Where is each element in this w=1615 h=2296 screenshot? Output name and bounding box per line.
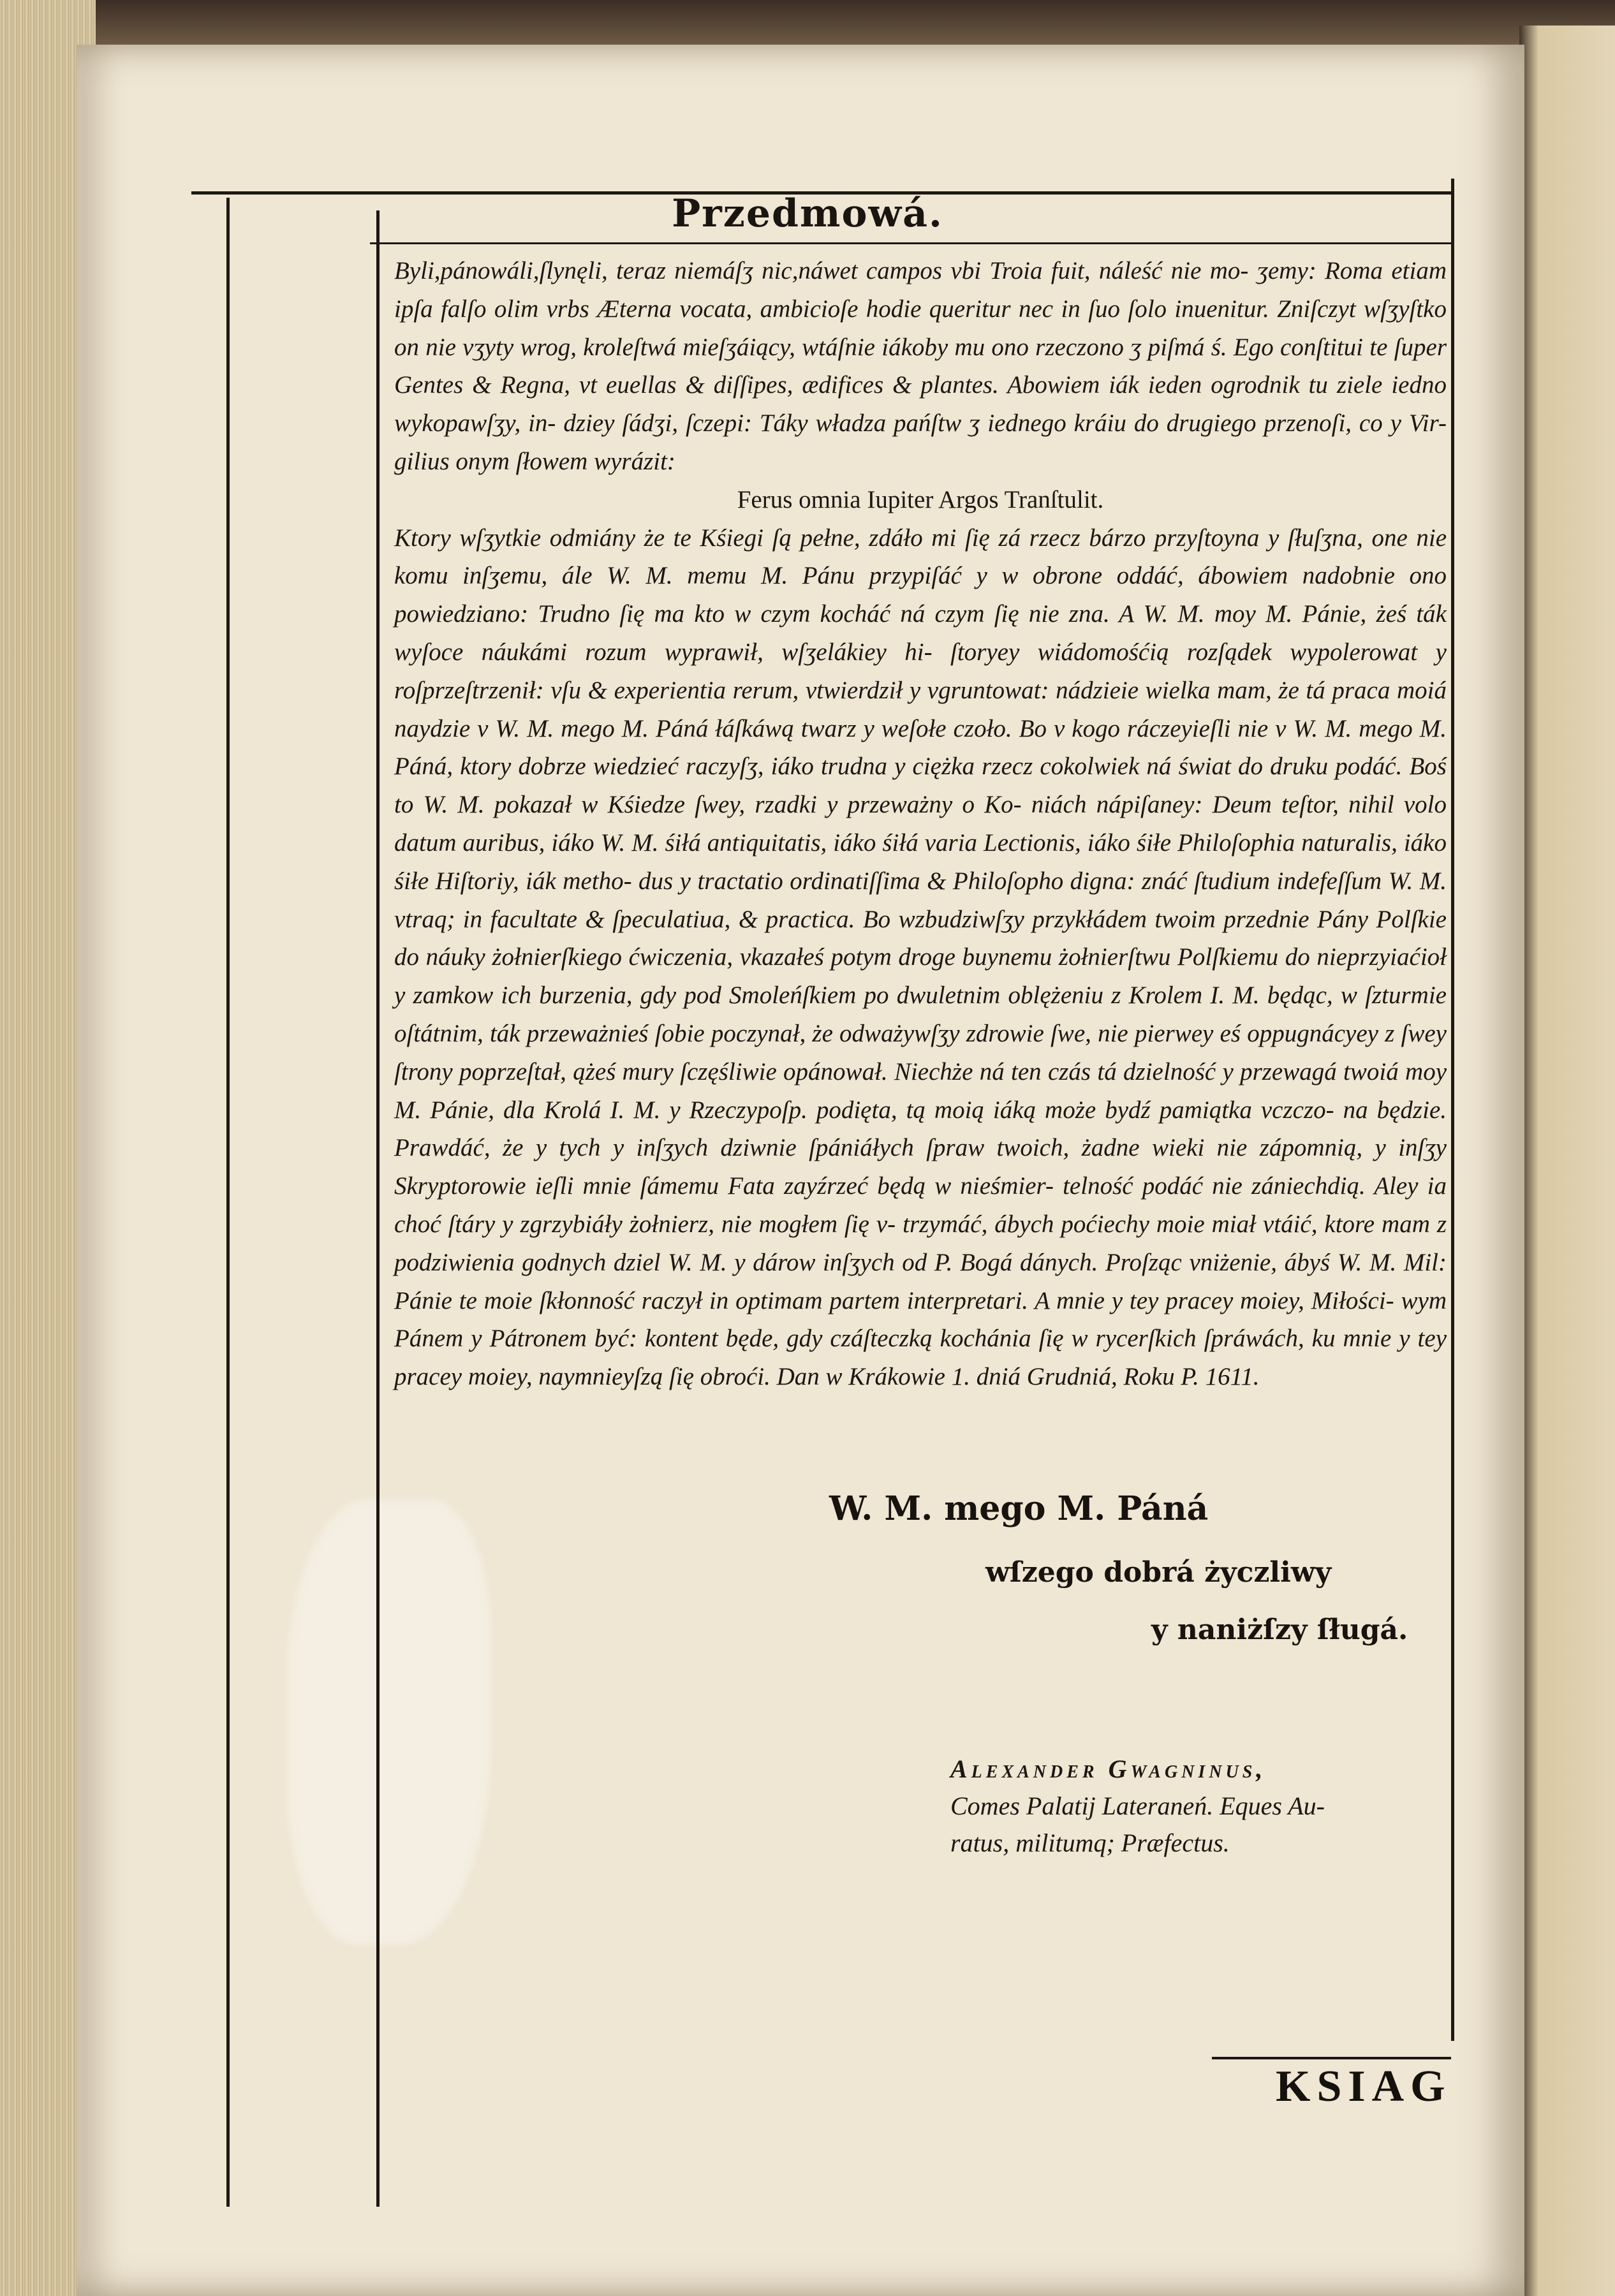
catchword: KSIAG: [1276, 2062, 1452, 2111]
frame-rule-left-inner: [376, 210, 380, 2207]
paragraph-opening: Byli,pánowáli,ſlynęli, teraz niemáſʒ nic,náwet campos vbi Troia fuit, náleść nie mo- ʒemy: Roma etiam ipſa falſo olim vrbs Æterna vocata, ambicioſe hodie queritur nec in ſuo ſolo inuenitur. Zniſczyt wſʒyſtko on nie vʒyty wrog, kroleſtwá mieſʒáiący, wtáſnie iákoby mu ono rzeczono ʒ piſmá ś. Ego conſtitui te ſuper Gentes & Regna, vt euellas & diſſipes, ædifices & plantes. Abowiem iák ieden ogrodnik tu ziele iedno wykopawſʒy, in- dziey ſádʒi, ſczepi: Táky władza pańſtw ʒ iednego kráiu do drugiego przenoſi, co y Vir- gilius onym ſłowem wyrázit:: [394, 257, 1447, 475]
preface-text: [394, 252, 1447, 1396]
page-header-title: Przedmowá.: [672, 191, 943, 236]
paragraph-main: Ktory wſʒytkie odmiány że te Kśiegi ſą pełne, zdáło mi ſię zá rzecz bárzo przyſtoyna y ſłuſʒna, one nie komu inſʒemu, ále W. M. memu M. Pánu przypiſáć y w obrone oddáć, ábowiem nadobnie ono powiedziano: Trudno ſię ma kto w czym kocháć ná czym ſię nie zna. A W. M. moy M. Pánie, żeś ták wyſoce náukámi rozum wyprawił, wſʒelákiey hi- ſtoryey wiádomośćią rozſądek wypolerowat y roſprzeſtrzenił: vſu & experientia rerum, vtwierdził y vgruntowat: nádzieie wielka mam, że tá praca moiá naydzie v W. M. mego M. Páná łáſkáwą twarz y weſołe czoło. Bo v kogo ráczeyieſli nie v W. M. mego M. Páná, ktory dobrze wiedzieć raczyſʒ, iáko trudna y ciężka rzecz cokolwiek ná świat do druku podáć. Boś to W. M. pokazał w Kśiedze ſwey, rzadki y przeważny o Ko- niách nápiſaney: Deum teſtor, nihil volo datum auribus, iáko W. M. śiłá antiquitatis, iáko śiłá varia Lectionis, iáko śiłe Philoſophia naturalis, iáko śiłe Hiſtoriy, iák metho- dus y tractatio ordinatiſſima & Philoſopho digna: znáć ſtudium indefeſſum W. M. vtraq; in facultate & ſpeculatiua, & practica. Bo wzbudziwſʒy przykłádem twoim przednie Pány Polſkie do náuky żołnierſkiego ćwiczenia, vkazałeś potym droge buynemu żołnierſtwu Polſkiemu do nieprzyiaćioł y zamkow ich burzenia, gdy pod Smoleńſkiem po dwuletnim oblężeniu z Krolem I. M. będąc, w ſzturmie oſtátnim, ták przeważnieś ſobie poczynał, że odważywſʒy zdrowie ſwe, nie pierwey eś oppugnácyey z ſwey ſtrony poprzeſtał, ążeś mury ſczęśliwie opánował. Niechże ná ten czás tá dzielność y przewagá twoiá moy M. Pánie, dla Krolá I. M. y Rzeczypoſp. podięta, tą moią iáką może bydź pamiątka vczczo- na będzie. Prawdáć, że y tych y inſʒych dziwnie ſpániáłych ſpraw twoich, żadne wieki nie zápomnią, y inſʒy Skryptorowie ieſli mnie ſámemu Fata zayźrzeć będą w nieśmier- telność podáć nie zániechdią. Aley ia choć ſtáry y zgrzybiáły żołnierz, nie mogłem ſię v- trzymáć, ábych poćiechy moie miał vtáić, ktore mam z podziwienia godnych dziel W. M. y dárow inſʒych od P. Bogá dánych. Proſząc vniżenie, ábyś W. M. Mil: Pánie te moie ſkłonność raczył in optimam partem interpretari. A mnie y tey pracey moiey, Miłości- wym Pánem y Pátronem być: kontent będe, gdy czáſteczką kochánia ſię w rycerſkich ſpráwách, ku mnie y tey pracey moiey, naymnieyſzą ſię obroći. Dan w Krákowie 1. dniá Grudniá, Roku P. 1611.: [394, 524, 1447, 1391]
signature-line-3: y naniżſzy ſługá.: [1151, 1614, 1408, 1646]
paper-stain: [287, 1499, 491, 1945]
facing-page: [1519, 26, 1615, 2296]
author-title-line-2: ratus, militumq; Præfectus.: [950, 1829, 1230, 1857]
frame-rule-bottom: [1212, 2057, 1451, 2059]
signature-line-1: W. M. mego M. Páná: [829, 1489, 1209, 1528]
signature-line-2: wſzego dobrá życzliwy: [985, 1556, 1332, 1589]
author-name: Alexander Gwagninus,: [950, 1755, 1267, 1783]
book-top-edge: [0, 0, 1615, 45]
frame-rule-header: [370, 242, 1454, 244]
author-block: [950, 1751, 1461, 1862]
verse-quote: Ferus omnia Iupiter Argos Tranſtulit.: [737, 485, 1104, 513]
frame-rule-left-outer: [226, 198, 230, 2207]
author-title-line: Comes Palatij Lateraneń. Eques Au-: [950, 1792, 1325, 1820]
